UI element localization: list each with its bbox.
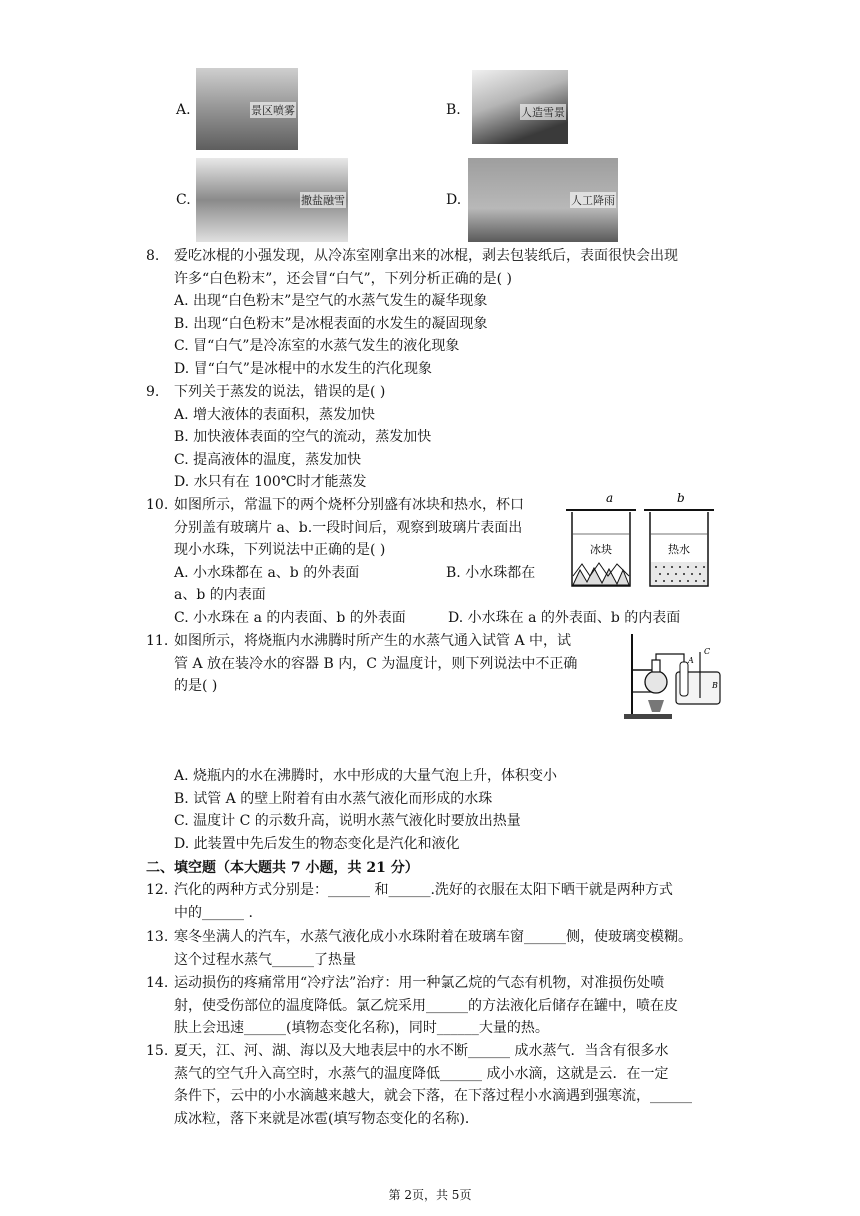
question-text: 射，使受伤部位的温度降低。氯乙烷采用______的方法液化后储存在罐中，喷在皮 <box>174 997 678 1014</box>
option-d: D. 水只有在 100℃时才能蒸发 <box>174 474 367 491</box>
boiling-apparatus-figure <box>618 630 730 722</box>
question-number: 11. <box>146 633 169 649</box>
option-c: C. 冒“白气”是冷冻室的水蒸气发生的液化现象 <box>174 338 460 355</box>
photo-caption: 景区喷雾 <box>251 104 295 117</box>
question-stem: 许多“白色粉末”，还会冒“白气”，下列分析正确的是( ) <box>174 270 513 287</box>
question-11-options <box>146 765 726 855</box>
option-b-label: B. <box>446 102 461 118</box>
question-number: 8. <box>146 248 160 264</box>
question-13 <box>146 926 726 971</box>
option-a: A. 出现“白色粉末”是空气的水蒸气发生的凝华现象 <box>174 293 488 310</box>
option-c: C. 小水珠在 a 的内表面、b 的外表面 <box>174 609 406 626</box>
question-9 <box>146 381 726 494</box>
ice-label: 冰块 <box>590 543 612 556</box>
option-b: B. 出现“白色粉末”是冰棍表面的水发生的凝固现象 <box>174 315 488 332</box>
question-text: 蒸气的空气升入高空时，水蒸气的温度降低______ 成小水滴，这就是云．在一定 <box>174 1065 669 1082</box>
question-number: 14. <box>146 975 169 991</box>
photo-caption: 撒盐融雪 <box>301 194 345 207</box>
question-text: 这个过程水蒸气______了热量 <box>174 951 356 968</box>
option-d: D. 小水珠在 a 的外表面、b 的内表面 <box>448 609 681 626</box>
question-14 <box>146 972 726 1040</box>
thermometer-label-c: C <box>704 647 711 656</box>
option-d-label: D. <box>446 192 462 208</box>
option-b-continued: a、b 的内表面 <box>174 587 266 604</box>
option-a: A. 小水珠都在 a、b 的外表面 <box>174 564 360 581</box>
question-number: 13. <box>146 929 169 945</box>
tube-label-a: A <box>688 656 694 665</box>
question-text: 中的______ . <box>174 904 253 921</box>
photo-caption: 人造雪景 <box>521 106 565 119</box>
question-number: 10. <box>146 497 169 513</box>
hot-water-label: 热水 <box>668 543 690 556</box>
option-d: D. 此装置中先后发生的物态变化是汽化和液化 <box>174 835 460 852</box>
question-stem: 分别盖有玻璃片 a、b.一段时间后，观察到玻璃片表面出 <box>174 519 523 536</box>
question-stem: 如图所示，常温下的两个烧杯分别盛有冰块和热水，杯口 <box>174 497 524 513</box>
option-a-label: A. <box>176 102 191 118</box>
question-text: 汽化的两种方式分别是：______ 和______.洗好的衣服在太阳下晒干就是两种方式 <box>174 882 673 898</box>
option-a: A. 增大液体的表面积，蒸发加快 <box>174 406 376 423</box>
question-stem: 如图所示，将烧瓶内水沸腾时所产生的水蒸气通入试管 A 中，试 <box>174 633 572 649</box>
question-number: 9. <box>146 384 160 400</box>
beakers-figure <box>562 490 722 590</box>
option-c: C. 温度计 C 的示数升高，说明水蒸气液化时要放出热量 <box>174 813 521 830</box>
question-stem: 的是( ) <box>174 678 218 695</box>
option-c-label: C. <box>176 192 191 208</box>
glass-label-b: b <box>677 491 685 505</box>
question-15 <box>146 1040 726 1130</box>
page-number: 第 2页，共 5页 <box>388 1188 472 1202</box>
question-12 <box>146 879 726 924</box>
section-heading: 二、填空题（本大题共 7 小题，共 21 分） <box>146 860 419 876</box>
question-stem: 现小水珠，下列说法中正确的是( ) <box>174 542 386 559</box>
question-8 <box>146 245 726 381</box>
question-text: 夏天，江、河、湖、海以及大地表层中的水不断______ 成水蒸气．当含有很多水 <box>174 1043 669 1059</box>
option-d: D. 冒“白气”是冰棍中的水发生的汽化现象 <box>174 360 432 377</box>
option-b: B. 小水珠都在 <box>446 564 536 581</box>
option-b: B. 加快液体表面的空气的流动，蒸发加快 <box>174 429 432 446</box>
question-text: 寒冬坐满人的汽车，水蒸气液化成小水珠附着在玻璃车窗______侧，使玻璃变模糊。 <box>174 929 692 945</box>
container-label-b: B <box>712 681 718 690</box>
option-c: C. 提高液体的温度，蒸发加快 <box>174 451 362 468</box>
photo-artificial-snow <box>472 70 568 144</box>
option-row-cd <box>174 607 726 630</box>
photo-salt-melting-snow <box>196 158 348 242</box>
question-stem: 管 A 放在装冷水的容器 B 内，C 为温度计，则下列说法中不正确 <box>174 655 578 672</box>
option-b: B. 试管 A 的壁上附着有由水蒸气液化而形成的水珠 <box>174 790 493 807</box>
glass-label-a: a <box>606 491 614 505</box>
question-number: 12. <box>146 882 169 898</box>
question-text: 运动损伤的疼痛常用“冷疗法”治疗：用一种氯乙烷的气态有机物，对准损伤处喷 <box>174 975 665 991</box>
question-number: 15. <box>146 1043 169 1059</box>
question-stem: 下列关于蒸发的说法，错误的是( ) <box>174 384 386 400</box>
question-text: 条件下，云中的小水滴越来越大，就会下落，在下落过程小水滴遇到强寒流，______ <box>174 1088 692 1105</box>
photo-caption: 人工降雨 <box>571 194 615 207</box>
question-text: 成冰粒，落下来就是冰雹(填写物态变化的名称)． <box>174 1110 479 1127</box>
question-text: 肤上会迅速______(填物态变化名称)，同时______大量的热。 <box>174 1020 549 1037</box>
photo-artificial-rain <box>468 158 618 242</box>
question-stem: 爱吃冰棍的小强发现，从冷冻室刚拿出来的冰棍，剥去包装纸后，表面很快会出现 <box>174 248 678 264</box>
photo-scenic-spray <box>196 68 298 150</box>
option-a: A. 烧瓶内的水在沸腾时，水中形成的大量气泡上升，体积变小 <box>174 768 558 784</box>
